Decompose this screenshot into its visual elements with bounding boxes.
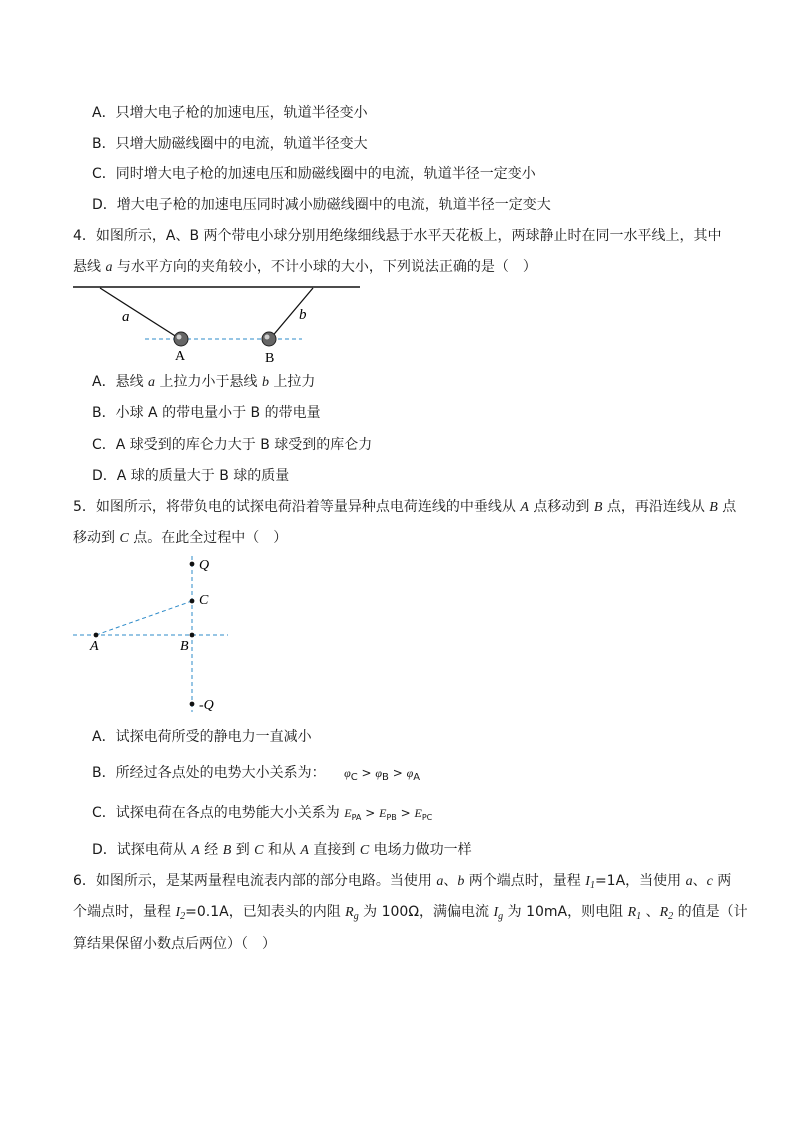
q5-option-d: D．试探电荷从 A 经 B 到 C 和从 A 直接到 C 电场力做功一样: [92, 842, 472, 858]
q4-stem-line2: 悬线 a 与水平方向的夹角较小，不计小球的大小，下列说法正确的是（ ）: [73, 259, 537, 275]
q6-stem-line3: 算结果保留小数点后两位）（ ）: [73, 936, 276, 952]
point-q-minus: [190, 702, 195, 707]
label-q-minus: -Q: [199, 698, 214, 713]
q4-option-c: C．A 球受到的库仑力大于 B 球受到的库仑力: [92, 437, 373, 453]
label-a: a: [122, 309, 130, 325]
q4-stem-line1: 4．如图所示，A、B 两个带电小球分别用绝缘细线悬于水平天花板上，两球静止时在同一水平线上，其中: [73, 228, 722, 244]
q3-option-d: D．增大电子枪的加速电压同时减小励磁线圈中的电流，轨道半径一定变大: [92, 197, 551, 213]
point-b: [190, 633, 195, 638]
label-q-plus: Q: [199, 558, 210, 573]
q5-stem-line2: 移动到 C 点。在此全过程中（ ）: [73, 530, 288, 546]
string-a: [100, 288, 180, 339]
label-b: b: [299, 307, 307, 323]
q6-stem-line2: 个端点时，量程 $I_2=0.1A$，已知表头的内阻 $R_g$ 为 100Ω，满偏电流 $I_g$ 为 10mA，则电阻 $R_1$ 、$R_2$ 的值是（计: [73, 904, 748, 922]
ball-a: [174, 332, 188, 346]
q4-option-a: A．悬线 a 上拉力小于悬线 b 上拉力: [92, 374, 316, 390]
label-a: A: [90, 639, 99, 654]
q4-option-b: B．小球 A 的带电量小于 B 的带电量: [92, 405, 321, 421]
energy-formula: $E_{PA} > E_{PB} > E_{PC}$: [344, 806, 433, 822]
potential-formula: $\varphi_C > \varphi_B > \varphi_A$: [344, 766, 421, 783]
ball-b: [262, 332, 276, 346]
q3-option-c: C．同时增大电子枪的加速电压和励磁线圈中的电流，轨道半径一定变小: [92, 166, 536, 182]
q3-option-b: B．只增大励磁线圈中的电流，轨道半径变大: [92, 136, 368, 152]
q6-stem-line1: 6．如图所示，是某两量程电流表内部的部分电路。当使用 a、b 两个端点时，量程 $I_1=1A$，当使用 a、c 两: [73, 873, 732, 891]
q5-option-c: C．试探电荷在各点的电势能大小关系为 $E_{PA} > E_{PB} > E_{PC}$: [92, 805, 433, 822]
string-b: [270, 288, 313, 339]
q4-option-d: D．A 球的质量大于 B 球的质量: [92, 468, 290, 484]
label-c: C: [199, 593, 209, 608]
ac-dashed-line: [96, 601, 192, 635]
ball-b-label: B: [265, 351, 275, 366]
q4-figure: [70, 282, 365, 367]
q5-figure: [70, 552, 240, 717]
ball-a-label: A: [175, 349, 186, 364]
point-c: [190, 599, 195, 604]
point-a: [94, 633, 99, 638]
q3-option-a: A．只增大电子枪的加速电压，轨道半径变小: [92, 105, 368, 121]
q5-option-a: A．试探电荷所受的静电力一直减小: [92, 729, 312, 745]
q5-option-b: B．所经过各点处的电势大小关系为： $\varphi_C > \varphi_B > \varphi_A$: [92, 765, 421, 783]
q5-stem-line1: 5．如图所示，将带负电的试探电荷沿着等量异种点电荷连线的中垂线从 A 点移动到 B 点，再沿连线从 B 点: [73, 499, 737, 515]
label-b: B: [180, 639, 189, 654]
point-q-plus: [190, 562, 195, 567]
